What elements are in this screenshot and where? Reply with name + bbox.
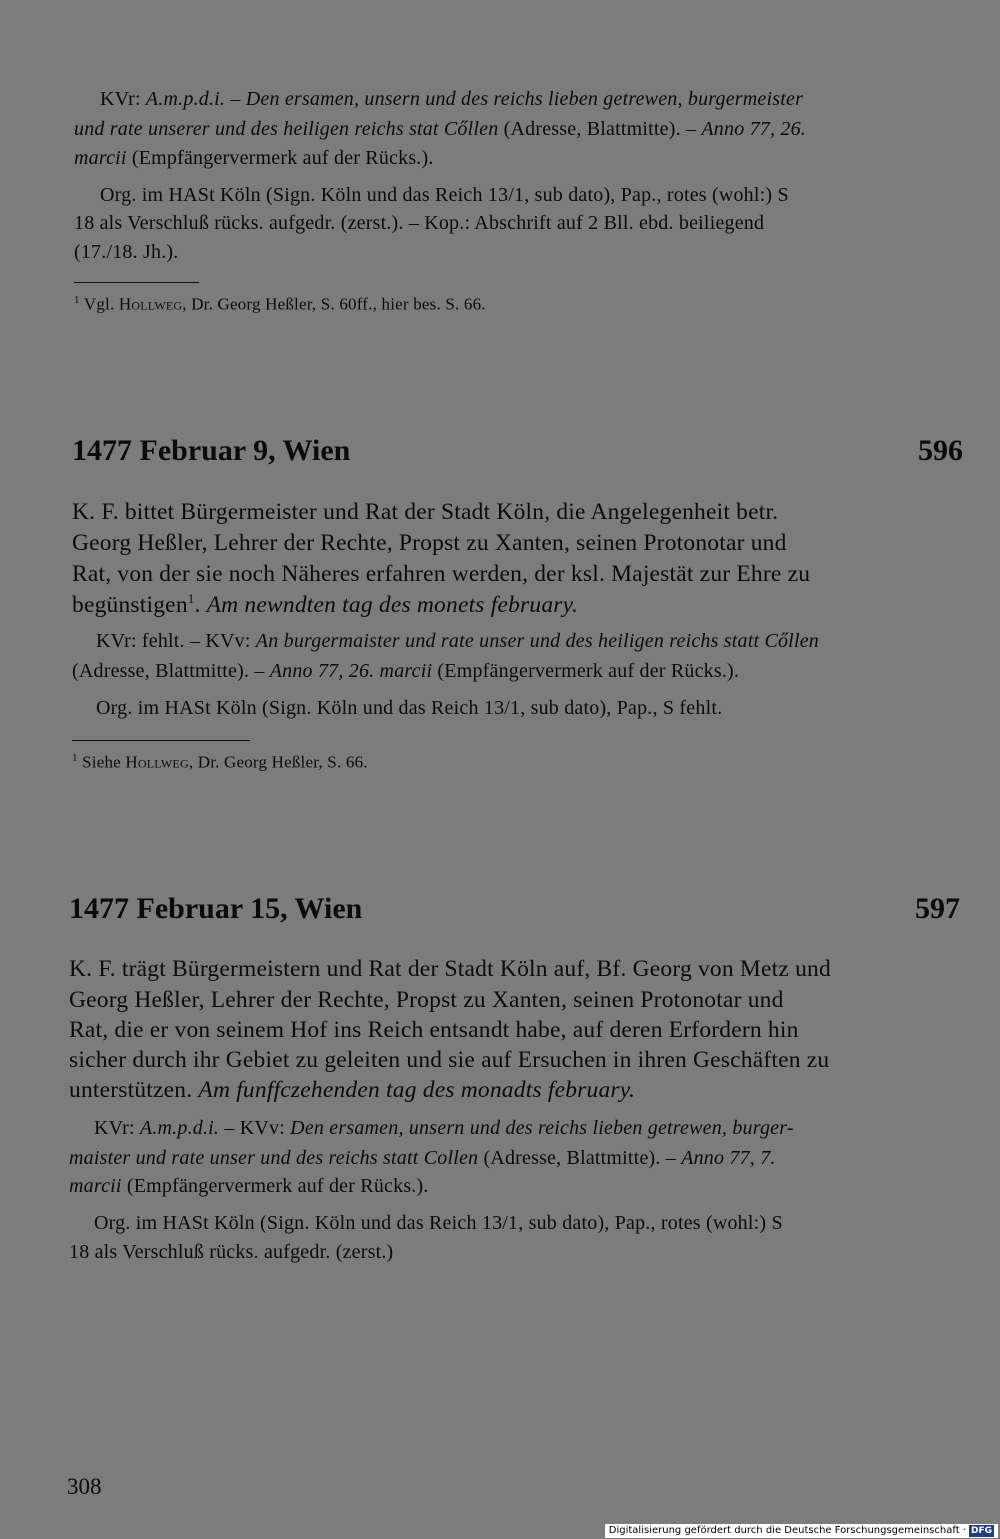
org-line: Org. im HASt Köln (Sign. Köln und das Reich 13/1, sub dato), Pap., S fehlt.: [96, 697, 723, 719]
kvr-line: marcii (Empfängervermerk auf der Rücks.).: [74, 147, 434, 169]
footnote-rule: [74, 282, 199, 283]
regest-line: K. F. bittet Bürgermeister und Rat der Stadt Köln, die Angelegenheit betr.: [72, 499, 779, 525]
regest-line: Georg Heßler, Lehrer der Rechte, Propst zu Xanten, seinen Protonotar und: [69, 987, 784, 1013]
document-number: 597: [915, 892, 960, 925]
kvr-line: KVr: A.m.p.d.i. – Den ersamen, unsern und des reichs lieben getrewen, burgermeister: [100, 88, 804, 110]
regest-line: Georg Heßler, Lehrer der Rechte, Propst zu Xanten, seinen Protonotar und: [72, 530, 787, 556]
kvr-line: und rate unserer und des heiligen reichs stat Cőllen (Adresse, Blattmitte). – Anno 77, 26.: [74, 118, 806, 140]
regest-line: unterstützen. Am funffczehenden tag des monadts february.: [69, 1077, 636, 1103]
org-line: (17./18. Jh.).: [74, 241, 179, 263]
org-line: Org. im HASt Köln (Sign. Köln und das Reich 13/1, sub dato), Pap., rotes (wohl:) S: [94, 1212, 783, 1234]
funding-credit: Digitalisierung gefördert durch die Deutsche Forschungsgemeinschaft · DFG: [605, 1524, 998, 1538]
document-heading: 1477 Februar 15, Wien: [69, 892, 363, 925]
regest-line: sicher durch ihr Gebiet zu geleiten und sie auf Ersuchen in ihren Geschäften zu: [69, 1047, 830, 1073]
footnote-rule: [72, 740, 250, 741]
org-line: 18 als Verschluß rücks. aufgedr. (zerst.). – Kop.: Abschrift auf 2 Bll. ebd. beiliegend: [74, 212, 765, 234]
footnote: $^1$ Vgl. Hollweg, Dr. Georg Heßler, S. 60ff., hier bes. S. 66.: [74, 294, 486, 314]
org-line: Org. im HASt Köln (Sign. Köln und das Reich 13/1, sub dato), Pap., rotes (wohl:) S: [100, 184, 789, 206]
org-line: 18 als Verschluß rücks. aufgedr. (zerst.): [69, 1241, 394, 1263]
regest-line: begünstigen$^1$. Am newndten tag des monets february.: [72, 591, 579, 618]
document-heading: 1477 Februar 9, Wien: [72, 434, 351, 467]
kvr-line: KVr: fehlt. – KVv: An burgermaister und rate unser und des heiligen reichs statt Cőllen: [96, 630, 819, 652]
regest-line: Rat, von der sie noch Näheres erfahren werden, der ksl. Majestät zur Ehre zu: [72, 561, 811, 587]
kvr-line: KVr: A.m.p.d.i. – KVv: Den ersamen, unsern und des reichs lieben getrewen, burger-: [94, 1117, 794, 1139]
kvr-line: maister und rate unser und des reichs statt Collen (Adresse, Blattmitte). – Anno 77, 7.: [69, 1147, 776, 1169]
regest-line: K. F. trägt Bürgermeistern und Rat der Stadt Köln auf, Bf. Georg von Metz und: [69, 956, 831, 982]
page-number: 308: [67, 1474, 102, 1499]
kvr-line: (Adresse, Blattmitte). – Anno 77, 26. marcii (Empfängervermerk auf der Rücks.).: [72, 660, 740, 682]
document-number: 596: [918, 434, 963, 467]
regest-line: Rat, die er von seinem Hof ins Reich entsandt habe, auf deren Erfordern hin: [69, 1017, 799, 1043]
kvr-line: marcii (Empfängervermerk auf der Rücks.).: [69, 1175, 429, 1197]
footnote: $^1$ Siehe Hollweg, Dr. Georg Heßler, S. 66.: [72, 752, 368, 772]
dfg-logo-icon: DFG: [970, 1526, 992, 1536]
